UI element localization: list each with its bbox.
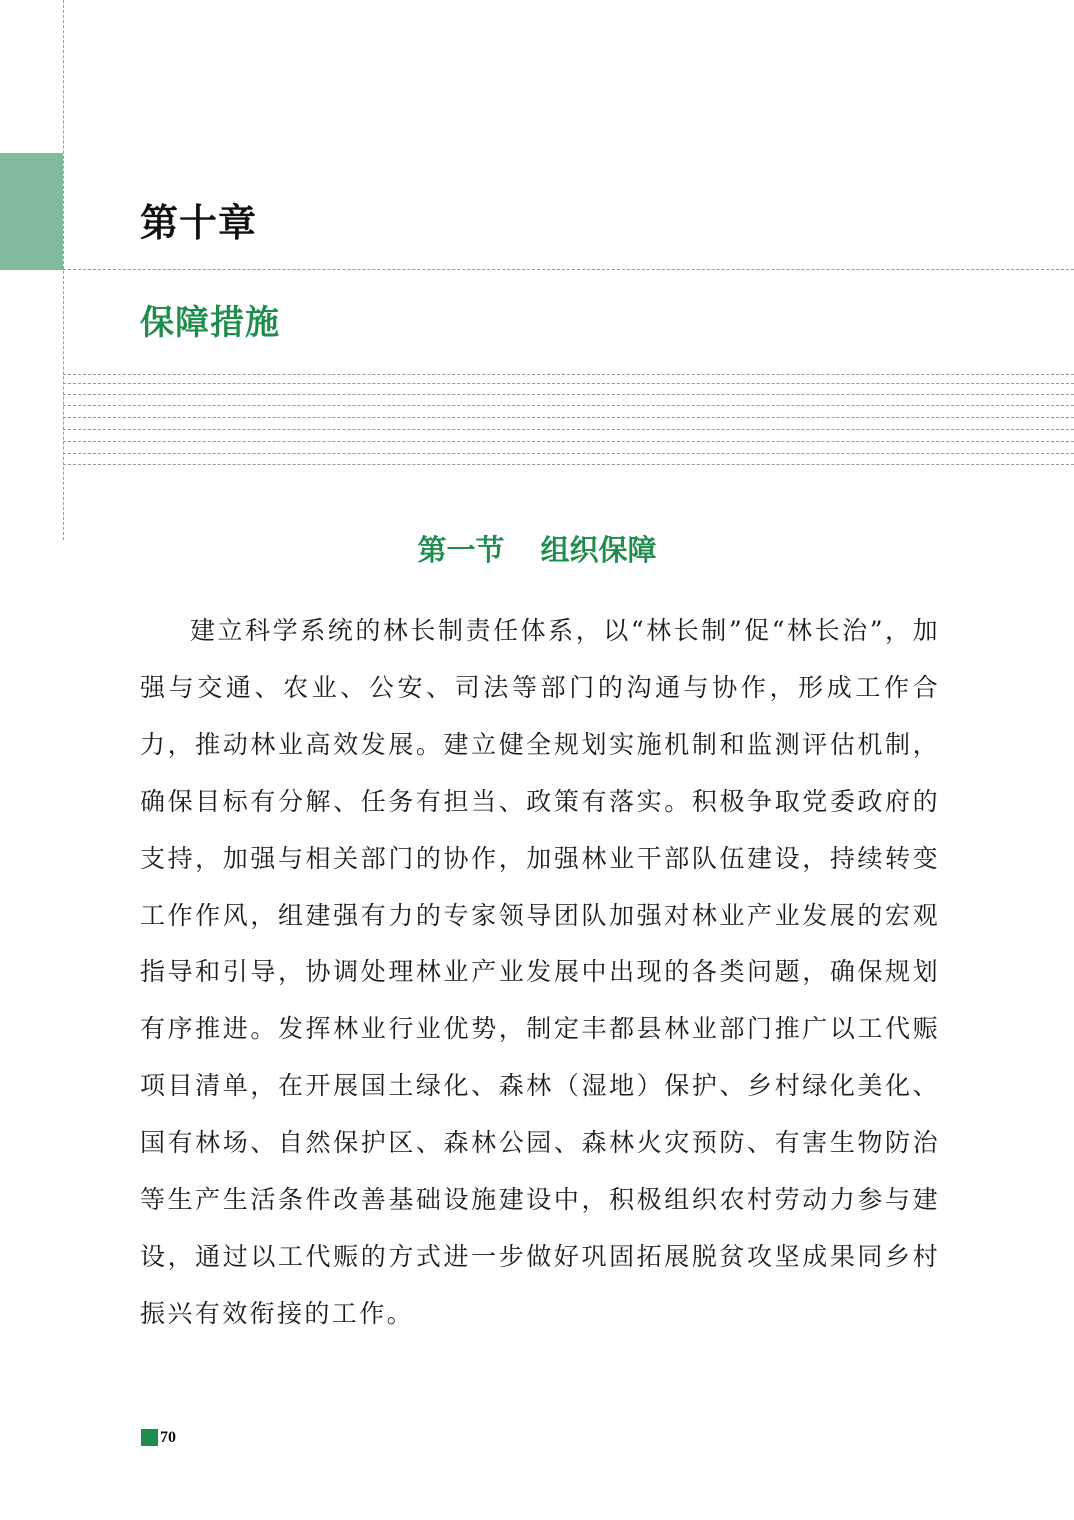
chapter-tab-block	[0, 153, 63, 270]
page-footer	[141, 1429, 176, 1446]
decorative-rule	[63, 464, 1074, 465]
decorative-rule	[63, 383, 1074, 384]
body-paragraph: 建立科学系统的林长制责任体系，以“林长制”促“林长治”，加强与交通、农业、公安、司法等部门的沟通与协作，形成工作合力，推动林业高效发展。建立健全规划实施机制和监测评估机制，确保目标有分解、任务有担当、政策有落实。积极争取党委政府的支持，加强与相关部门的协作，加强林业干部队伍建设，持续转变工作作风，组建强有力的专家领导团队加强对林业产业发展的宏观指导和引导，协调处理林业产业发展中出现的各类问题，确保规划有序推进。发挥林业行业优势，制定丰都县林业部门推广以工代赈项目清单，在开展国土绿化、森林（湿地）保护、乡村绿化美化、国有林场、自然保护区、森林公园、森林火灾预防、有害生物防治等生产生活条件改善基础设施建设中，积极组织农村劳动力参与建设，通过以工代赈的方式进一步做好巩固拓展脱贫攻坚成果同乡村振兴有效衔接的工作。	[140, 616, 940, 1328]
chapter-divider-rule	[63, 269, 1074, 270]
page-marker-square-icon	[141, 1429, 158, 1446]
decorative-rule	[63, 394, 1074, 395]
decorative-rule	[63, 374, 1074, 375]
section-number: 第一节	[417, 533, 505, 567]
section-title: 组织保障	[540, 533, 657, 567]
section-heading	[0, 528, 1074, 572]
decorative-rule	[63, 417, 1074, 418]
chapter-number: 第十章	[140, 201, 258, 245]
decorative-rule	[63, 429, 1074, 430]
page-number: 70	[160, 1429, 176, 1446]
vertical-dashed-rule	[63, 0, 64, 540]
decorative-rule	[63, 441, 1074, 442]
chapter-title: 保障措施	[140, 303, 280, 343]
decorative-rule	[63, 405, 1074, 406]
decorative-rule	[63, 453, 1074, 454]
